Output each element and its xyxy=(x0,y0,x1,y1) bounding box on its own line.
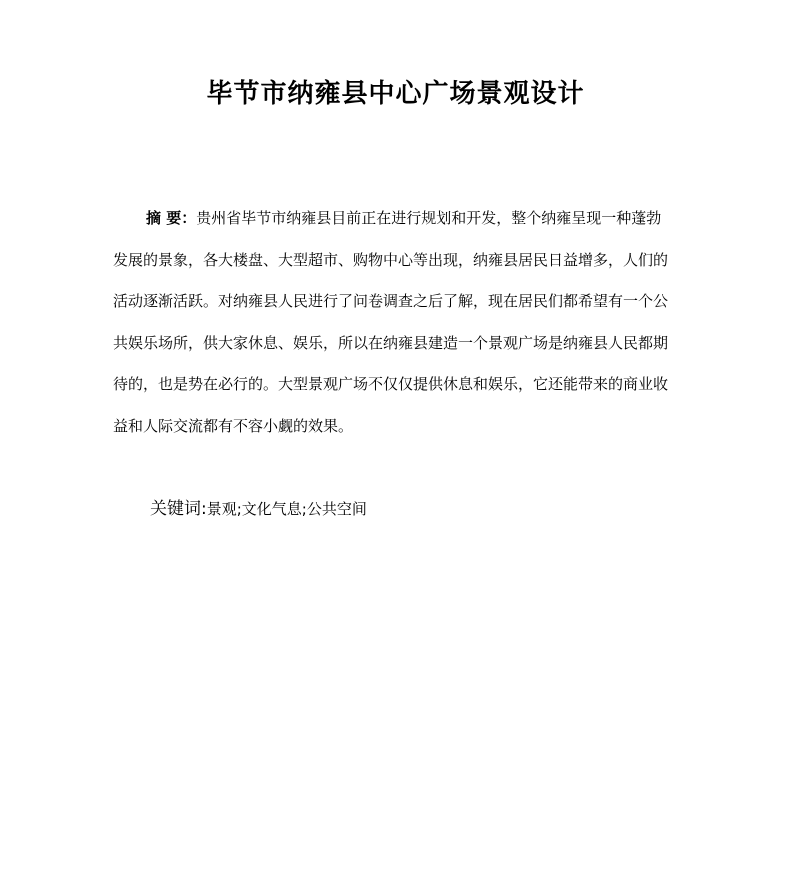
abstract-section xyxy=(113,202,701,452)
keywords-label: 关键词: xyxy=(150,499,207,519)
document-title: 毕节市纳雍县中心广场景观设计 xyxy=(206,79,585,109)
abstract-line-2: 发展的景象，各大楼盘、大型超市、购物中心等出现，纳雍县居民日益增多，人们的 xyxy=(113,250,669,269)
abstract-line-3: 活动逐渐活跃。对纳雍县人民进行了问卷调查之后了解，现在居民们都希望有一个公 xyxy=(113,292,669,311)
abstract-line-5: 待的，也是势在必行的。大型景观广场不仅仅提供休息和娱乐，它还能带来的商业收 xyxy=(113,375,669,394)
abstract-line-6: 益和人际交流都有不容小觑的效果。 xyxy=(113,416,354,435)
keywords-text: 景观;文化气息;公共空间 xyxy=(206,500,367,518)
abstract-line-1 xyxy=(113,202,701,244)
abstract-text-1: 贵州省毕节市纳雍县目前正在进行规划和开发，整个纳雍呈现一种蓬勃 xyxy=(196,209,662,227)
abstract-line-4: 共娱乐场所，供大家休息、娱乐，所以在纳雍县建造一个景观广场是纳雍县人民都期 xyxy=(113,333,669,352)
abstract-label: 摘 要： xyxy=(146,209,197,227)
keywords-section xyxy=(150,494,367,524)
